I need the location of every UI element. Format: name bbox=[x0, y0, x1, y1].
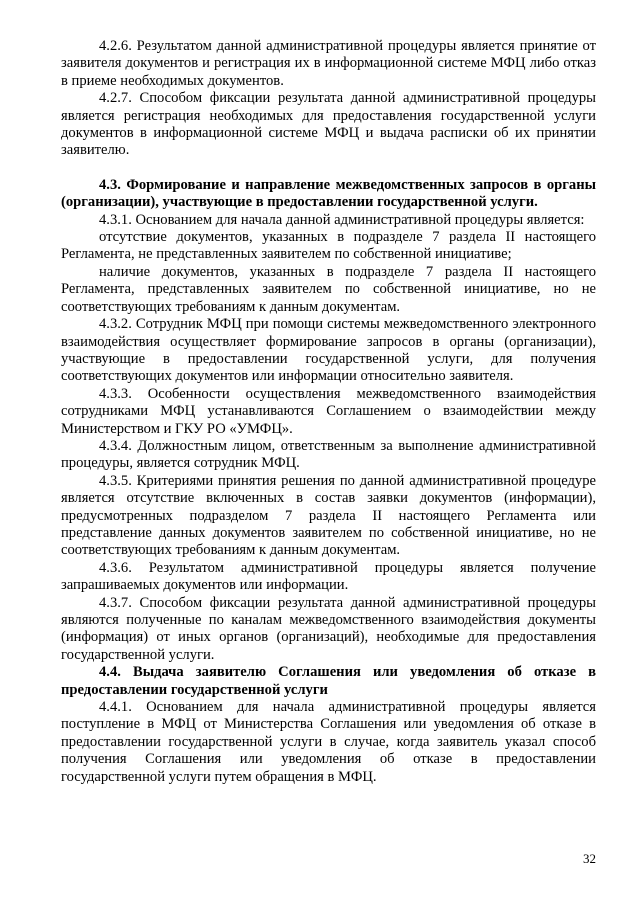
section-heading: 4.4. Выдача заявителю Соглашения или уведомления об отказе в предоставлении государственной услуги bbox=[61, 664, 596, 698]
page-number: 32 bbox=[583, 851, 596, 866]
paragraph: 4.4.1. Основанием для начала административной процедуры является поступление в МФЦ от Министерства Соглашения или уведомления об отказе в предоставлении государственной услуги в случае, когда заявитель указал способ получения Соглашения или уведомления об отказе в предоставлении государственной услуги путем обращения в МФЦ. bbox=[61, 699, 596, 785]
paragraph: отсутствие документов, указанных в подразделе 7 раздела II настоящего Регламента, не представленных заявителем по собственной инициативе; bbox=[61, 229, 596, 263]
paragraph: 4.3.4. Должностным лицом, ответственным за выполнение административной процедуры, является сотрудник МФЦ. bbox=[61, 437, 596, 472]
section-heading: 4.3. Формирование и направление межведомственных запросов в органы (организации), участвующие в предоставлении государственной услуги. bbox=[61, 176, 596, 211]
paragraph: 4.3.5. Критериями принятия решения по данной административной процедуре является отсутствие включенных в состав заявки документов (информации), предусмотренных подразделом 7 раздела II настоящего Регламента или представление данных документов заявителем по собственной инициативе, но не соответствующих требованиям к данным документам. bbox=[61, 472, 596, 559]
paragraph: 4.2.7. Способом фиксации результата данной административной процедуры является регистрация необходимых для предоставления государственной услуги документов в информационной системе МФЦ и выдача расписки об их принятии заявителю. bbox=[61, 90, 596, 159]
paragraph: наличие документов, указанных в подразделе 7 раздела II настоящего Регламента, представленных заявителем по собственной инициативе, но не соответствующих требованиям к данным документам. bbox=[61, 263, 596, 315]
paragraph: 4.3.7. Способом фиксации результата данной административной процедуры являются полученные по каналам межведомственного взаимодействия документы (информация) от иных органов (организаций), необходимые для предоставления государственной услуги. bbox=[61, 594, 596, 663]
paragraph: 4.3.2. Сотрудник МФЦ при помощи системы межведомственного электронного взаимодействия осуществляет формирование запросов в органы (организации), участвующие в предоставлении государственной услуги, для получения соответствующих документов или информации относительно заявителя. bbox=[61, 316, 596, 385]
paragraph-spacer bbox=[61, 160, 596, 177]
document-body bbox=[61, 38, 596, 786]
paragraph: 4.3.1. Основанием для начала данной административной процедуры является: bbox=[99, 211, 585, 228]
paragraph: 4.2.6. Результатом данной административной процедуры является принятие от заявителя документов и регистрация их в информационной системе МФЦ либо отказ в приеме необходимых документов. bbox=[61, 38, 596, 89]
paragraph: 4.3.3. Особенности осуществления межведомственного взаимодействия сотрудниками МФЦ устанавливаются Соглашением о взаимодействии между Министерством и ГКУ РО «УМФЦ». bbox=[61, 385, 596, 437]
paragraph: 4.3.6. Результатом административной процедуры является получение запрашиваемых документов или информации. bbox=[61, 559, 596, 594]
